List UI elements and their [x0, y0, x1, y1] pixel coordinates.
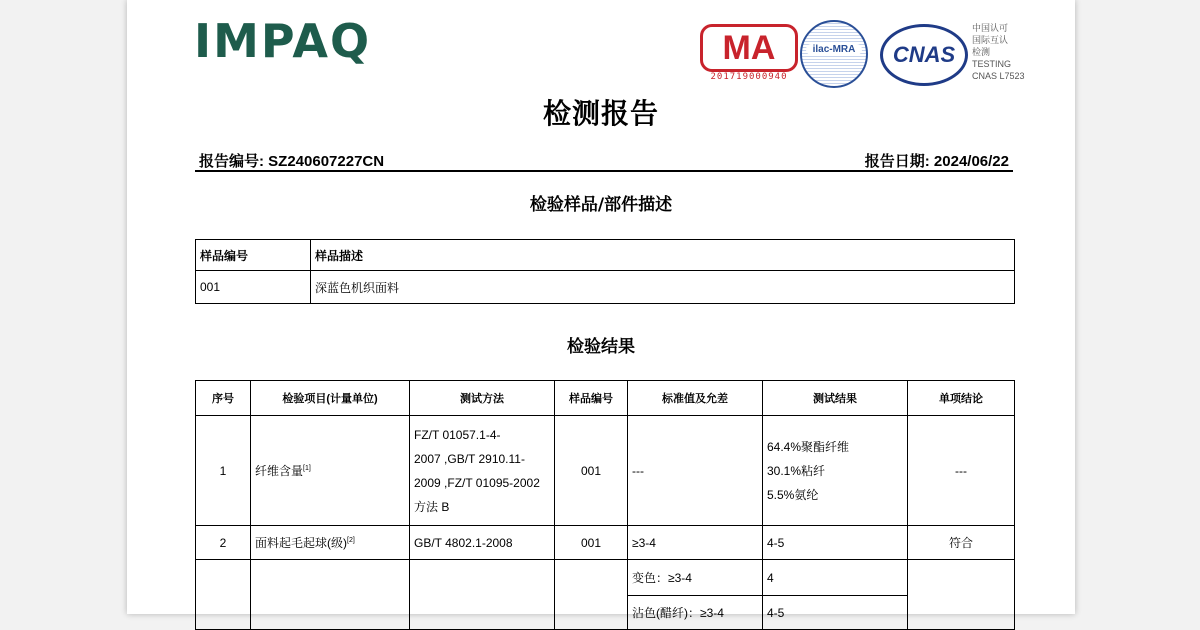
- column-header: 测试方法: [410, 381, 555, 416]
- method-line: 方法 B: [414, 499, 450, 514]
- table-cell: ≥3-4: [628, 526, 763, 560]
- table-cell: GB/T 4802.1-2008: [410, 526, 555, 560]
- table-cell: 001: [555, 416, 628, 526]
- table-cell: 4-5: [763, 596, 908, 630]
- results-table: [195, 380, 1015, 630]
- table-cell: [908, 560, 1015, 630]
- table-cell: 符合: [908, 526, 1015, 560]
- column-header: 检验项目(计量单位): [251, 381, 410, 416]
- table-cell: 4: [763, 560, 908, 596]
- item-text: 纤维含量: [255, 464, 304, 478]
- logo-text: IMPAQ: [194, 14, 372, 68]
- ilac-label: ilac-MRA: [806, 44, 862, 55]
- table-cell: 1: [196, 416, 251, 526]
- table-cell: [251, 560, 410, 630]
- report-number: 报告编号: SZ240607227CN: [199, 153, 385, 170]
- table-cell: ---: [628, 416, 763, 526]
- footnote-ref: [2]: [347, 537, 355, 544]
- column-header: 标准值及允差: [628, 381, 763, 416]
- table-cell: [410, 560, 555, 630]
- method-line: FZ/T 01057.1-4-: [414, 427, 501, 442]
- method-line: 2007 ,GB/T 2910.11-: [414, 451, 525, 466]
- table-row: [196, 560, 1015, 596]
- table-cell: [196, 560, 251, 630]
- report-meta: [195, 148, 1013, 172]
- table-cell: [251, 526, 410, 560]
- table-row: [196, 271, 1015, 304]
- cnas-side-text: [972, 22, 1025, 82]
- cnas-side-line: TESTING: [972, 59, 1012, 69]
- results-section-title: 检验结果: [567, 337, 635, 357]
- item-text: 面料起毛起球(级): [255, 536, 347, 550]
- table-cell: 沾色(醋纤)：≥3-4: [628, 596, 763, 630]
- cnas-side-line: 中国认可: [972, 23, 1009, 33]
- impaq-logo: [194, 14, 371, 68]
- column-header: 单项结论: [908, 381, 1015, 416]
- report-title: 检测报告: [542, 97, 659, 130]
- column-header: 样品编号: [555, 381, 628, 416]
- table-header-row: [196, 240, 1015, 271]
- table-cell: 001: [555, 526, 628, 560]
- cnas-logo: [880, 24, 968, 86]
- cnas-label: CNAS: [892, 42, 956, 67]
- table-cell: 深蓝色机织面料: [311, 271, 1015, 304]
- method-line: 2009 ,FZ/T 01095-2002: [414, 475, 540, 490]
- cma-mark: MA: [700, 24, 798, 72]
- certification-marks: [700, 18, 1040, 90]
- sample-table: [195, 239, 1015, 304]
- result-line: 30.1%粘纤: [767, 463, 826, 478]
- table-row: [196, 416, 1015, 526]
- table-cell: 001: [196, 271, 311, 304]
- cnas-side-line: 国际互认: [972, 35, 1009, 45]
- result-line: 5.5%氨纶: [767, 487, 819, 502]
- cnas-side-line: CNAS L7523: [972, 71, 1025, 81]
- column-header: 样品描述: [311, 240, 1015, 271]
- table-cell: ---: [908, 416, 1015, 526]
- cma-number: 201719000940: [710, 72, 788, 82]
- column-header: 样品编号: [196, 240, 311, 271]
- result-line: 64.4%聚酯纤维: [767, 439, 850, 454]
- table-cell: 2: [196, 526, 251, 560]
- table-cell: 4-5: [763, 526, 908, 560]
- report-date: 报告日期: 2024/06/22: [864, 153, 1009, 170]
- table-cell: [410, 416, 555, 526]
- table-header-row: [196, 381, 1015, 416]
- footnote-ref: [1]: [303, 465, 311, 472]
- table-row: [196, 526, 1015, 560]
- column-header: 序号: [196, 381, 251, 416]
- table-cell: [251, 416, 410, 526]
- table-cell: 变色：≥3-4: [628, 560, 763, 596]
- cnas-side-line: 检测: [972, 47, 991, 57]
- report-page: [127, 0, 1075, 620]
- table-cell: [763, 416, 908, 526]
- column-header: 测试结果: [763, 381, 908, 416]
- sample-section-title: 检验样品/部件描述: [529, 195, 673, 215]
- table-cell: [555, 560, 628, 630]
- ilac-mra-seal: [800, 20, 868, 88]
